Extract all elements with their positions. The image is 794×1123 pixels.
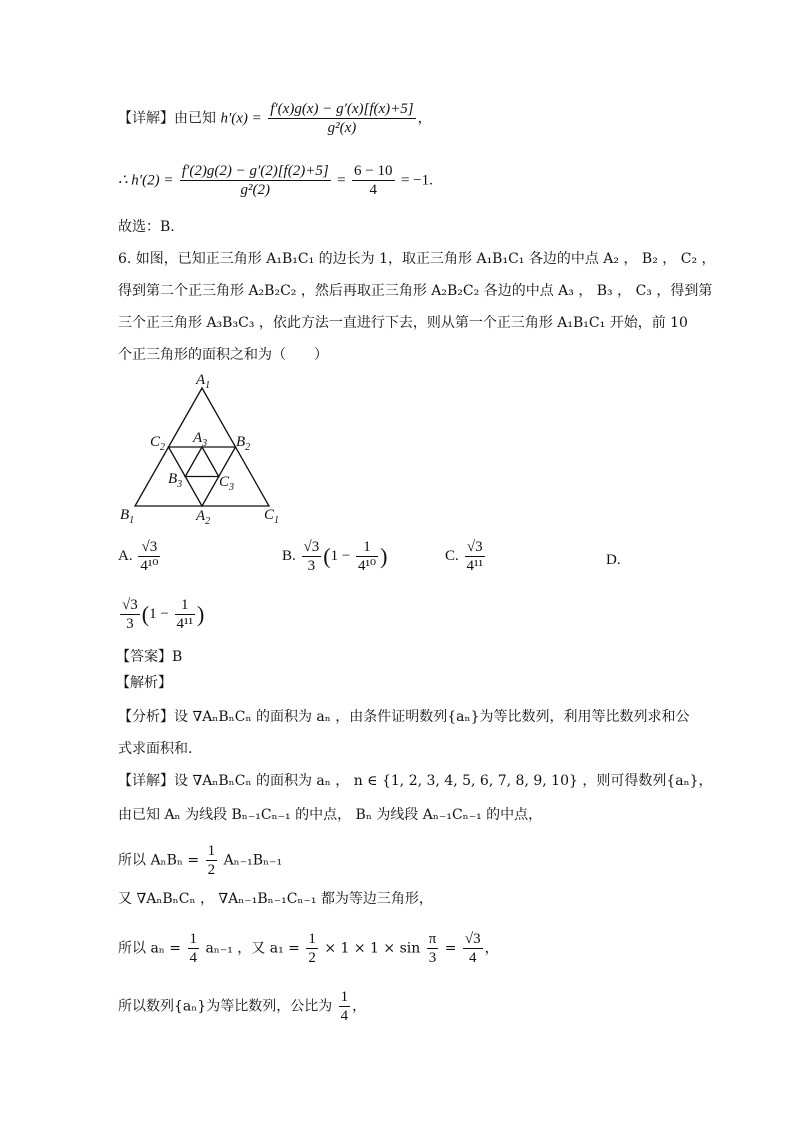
fenxi-line-2: 式求面积和. [118, 741, 193, 757]
xiangjie-line-6: 所以数列{aₙ}为等比数列，公比为 $\frac{1}{4}$ ， [118, 989, 367, 1024]
fenxi-line-1: 【分析】设 ∇AₙBₙCₙ 的面积为 aₙ ，由条件证明数列{aₙ}为等比数列，利用等比数列求和公 [118, 709, 690, 725]
half-fraction-2: $\frac{1}{2}$ [308, 931, 316, 966]
xiangjie-line-4: 又 ∇AₙBₙCₙ ， ∇Aₙ₋₁Bₙ₋₁Cₙ₋₁ 都为等边三角形， [118, 891, 433, 907]
equals-sign: = [337, 172, 346, 189]
fraction-denominator: g²(x) [327, 120, 357, 136]
xiangjie-line-3: 所以 AₙBₙ = $\frac{1}{2}$ Aₙ₋₁Bₙ₋₁ [118, 843, 283, 878]
analysis-heading: 【解析】 [116, 675, 172, 691]
label-a3: $A_3$ [193, 430, 208, 449]
result: = −1. [400, 172, 433, 189]
fraction-numerator: 6 − 10 [354, 163, 393, 179]
h-prime-2-lhs: ∴ h′(2) = [118, 172, 174, 189]
option-d-label: D. [606, 552, 621, 568]
option-d-fraction: $\frac{√3}{3}$ [122, 597, 138, 632]
option-a-fraction: $\frac{√3}{\text{4¹⁰}}$ [140, 539, 159, 574]
option-d[interactable]: $\frac{√3}{3}$ (1 − $\frac{1}{\text{4¹¹}}$ ) [122, 597, 205, 632]
answer-line: 【答案】B [116, 649, 183, 665]
option-c-fraction: $\frac{√3}{\text{4¹¹}}$ [466, 539, 484, 574]
label-c3: $C_3$ [219, 474, 235, 493]
option-b-inner-fraction: $\frac{1}{\text{4¹⁰}}$ [358, 539, 377, 574]
xiangjie-line-2: 由已知 Aₙ 为线段 Bₙ₋₁Cₙ₋₁ 的中点， Bₙ 为线段 Aₙ₋₁Cₙ₋₁ 的中点， [118, 807, 543, 823]
ratio-fraction: $\frac{1}{4}$ [340, 989, 349, 1024]
option-a[interactable] [118, 538, 162, 575]
h-prime-2-fraction [180, 162, 331, 199]
label-a1: $A_1$ [196, 372, 211, 391]
label-c1: $C_1$ [264, 507, 280, 526]
option-d-label-container[interactable] [606, 552, 621, 569]
half-fraction: $\frac{1}{2}$ [207, 843, 216, 878]
choose-line: 故选：B. [118, 219, 175, 235]
sqrt3-over-4-fraction: $\frac{√3}{4}$ [464, 931, 481, 966]
question-6-line-4: 个正三角形的面积之和为（ ） [118, 347, 328, 363]
question-6-line-2: 得到第二个正三角形 A₂B₂C₂ ，然后再取正三角形 A₂B₂C₂ 各边的中点 A₃ ， B₃ ， C₃ ，得到第 [118, 283, 713, 299]
label-c2: $C_2$ [150, 434, 166, 453]
option-b-label: B. [282, 547, 296, 564]
option-a-label: A. [118, 547, 133, 564]
label-b3: $B_3$ [168, 471, 183, 490]
triangle-diagram [112, 368, 292, 530]
label-b2: $B_2$ [236, 434, 251, 453]
option-d-inner-fraction: $\frac{1}{\text{4¹¹}}$ [176, 597, 194, 632]
pi-third-fraction: $\frac{\pi}{3}$ [428, 931, 437, 966]
value-fraction [352, 162, 394, 199]
detail-formula-1 [118, 100, 432, 137]
option-b-fraction: $\frac{√3}{3}$ [303, 539, 320, 574]
comma: ， [417, 110, 432, 127]
xiangjie-line-1: 【详解】设 ∇AₙBₙCₙ 的面积为 aₙ ， n ∈ {1, 2, 3, 4, 5, 6, 7, 8, 9, 10} ，则可得数列{aₙ}， [118, 773, 713, 789]
label-b1: $B_1$ [120, 507, 135, 526]
option-b[interactable]: B. $\frac{√3}{3}$ (1 − $\frac{1}{\text{4¹⁰}}$ ) [282, 539, 388, 574]
xiangjie-line-5: 所以 aₙ = $\frac{1}{4}$ aₙ₋₁ ，又 a₁ = $\frac{1}{2}$ × 1 × 1 × sin $\frac{\pi}{3}$ = $\frac{√3}{4}$ ， [118, 931, 499, 966]
option-c[interactable] [445, 538, 487, 575]
label-a2: $A_2$ [196, 508, 211, 527]
detail-lead: 由已知 [174, 110, 216, 127]
question-6-line-3: 三个正三角形 A₃B₃C₃ ，依此方法一直进行下去，则从第一个正三角形 A₁B₁C₁ 开始，前 10 [118, 315, 688, 331]
detail-tag: 【详解】 [118, 110, 174, 127]
detail-formula-2 [118, 162, 433, 199]
triangle-a3b3c3 [185, 447, 219, 477]
derivative-fraction [268, 100, 415, 137]
fraction-numerator: f′(2)g(2) − g′(2)[f(2)+5] [181, 163, 329, 179]
fraction-denominator: 4 [369, 182, 378, 198]
question-6-line-1: 6. 如图，已知正三角形 A₁B₁C₁ 的边长为 1，取正三角形 A₁B₁C₁ 各边的中点 A₂ ， B₂ ， C₂ ， [118, 251, 716, 267]
h-prime-lhs: h′(x) = [220, 110, 262, 127]
option-c-label: C. [445, 547, 459, 564]
fraction-numerator: f′(x)g(x) − g′(x)[f(x)+5] [270, 101, 414, 117]
quarter-fraction: $\frac{1}{4}$ [189, 931, 197, 966]
fraction-denominator: g²(2) [240, 182, 271, 198]
